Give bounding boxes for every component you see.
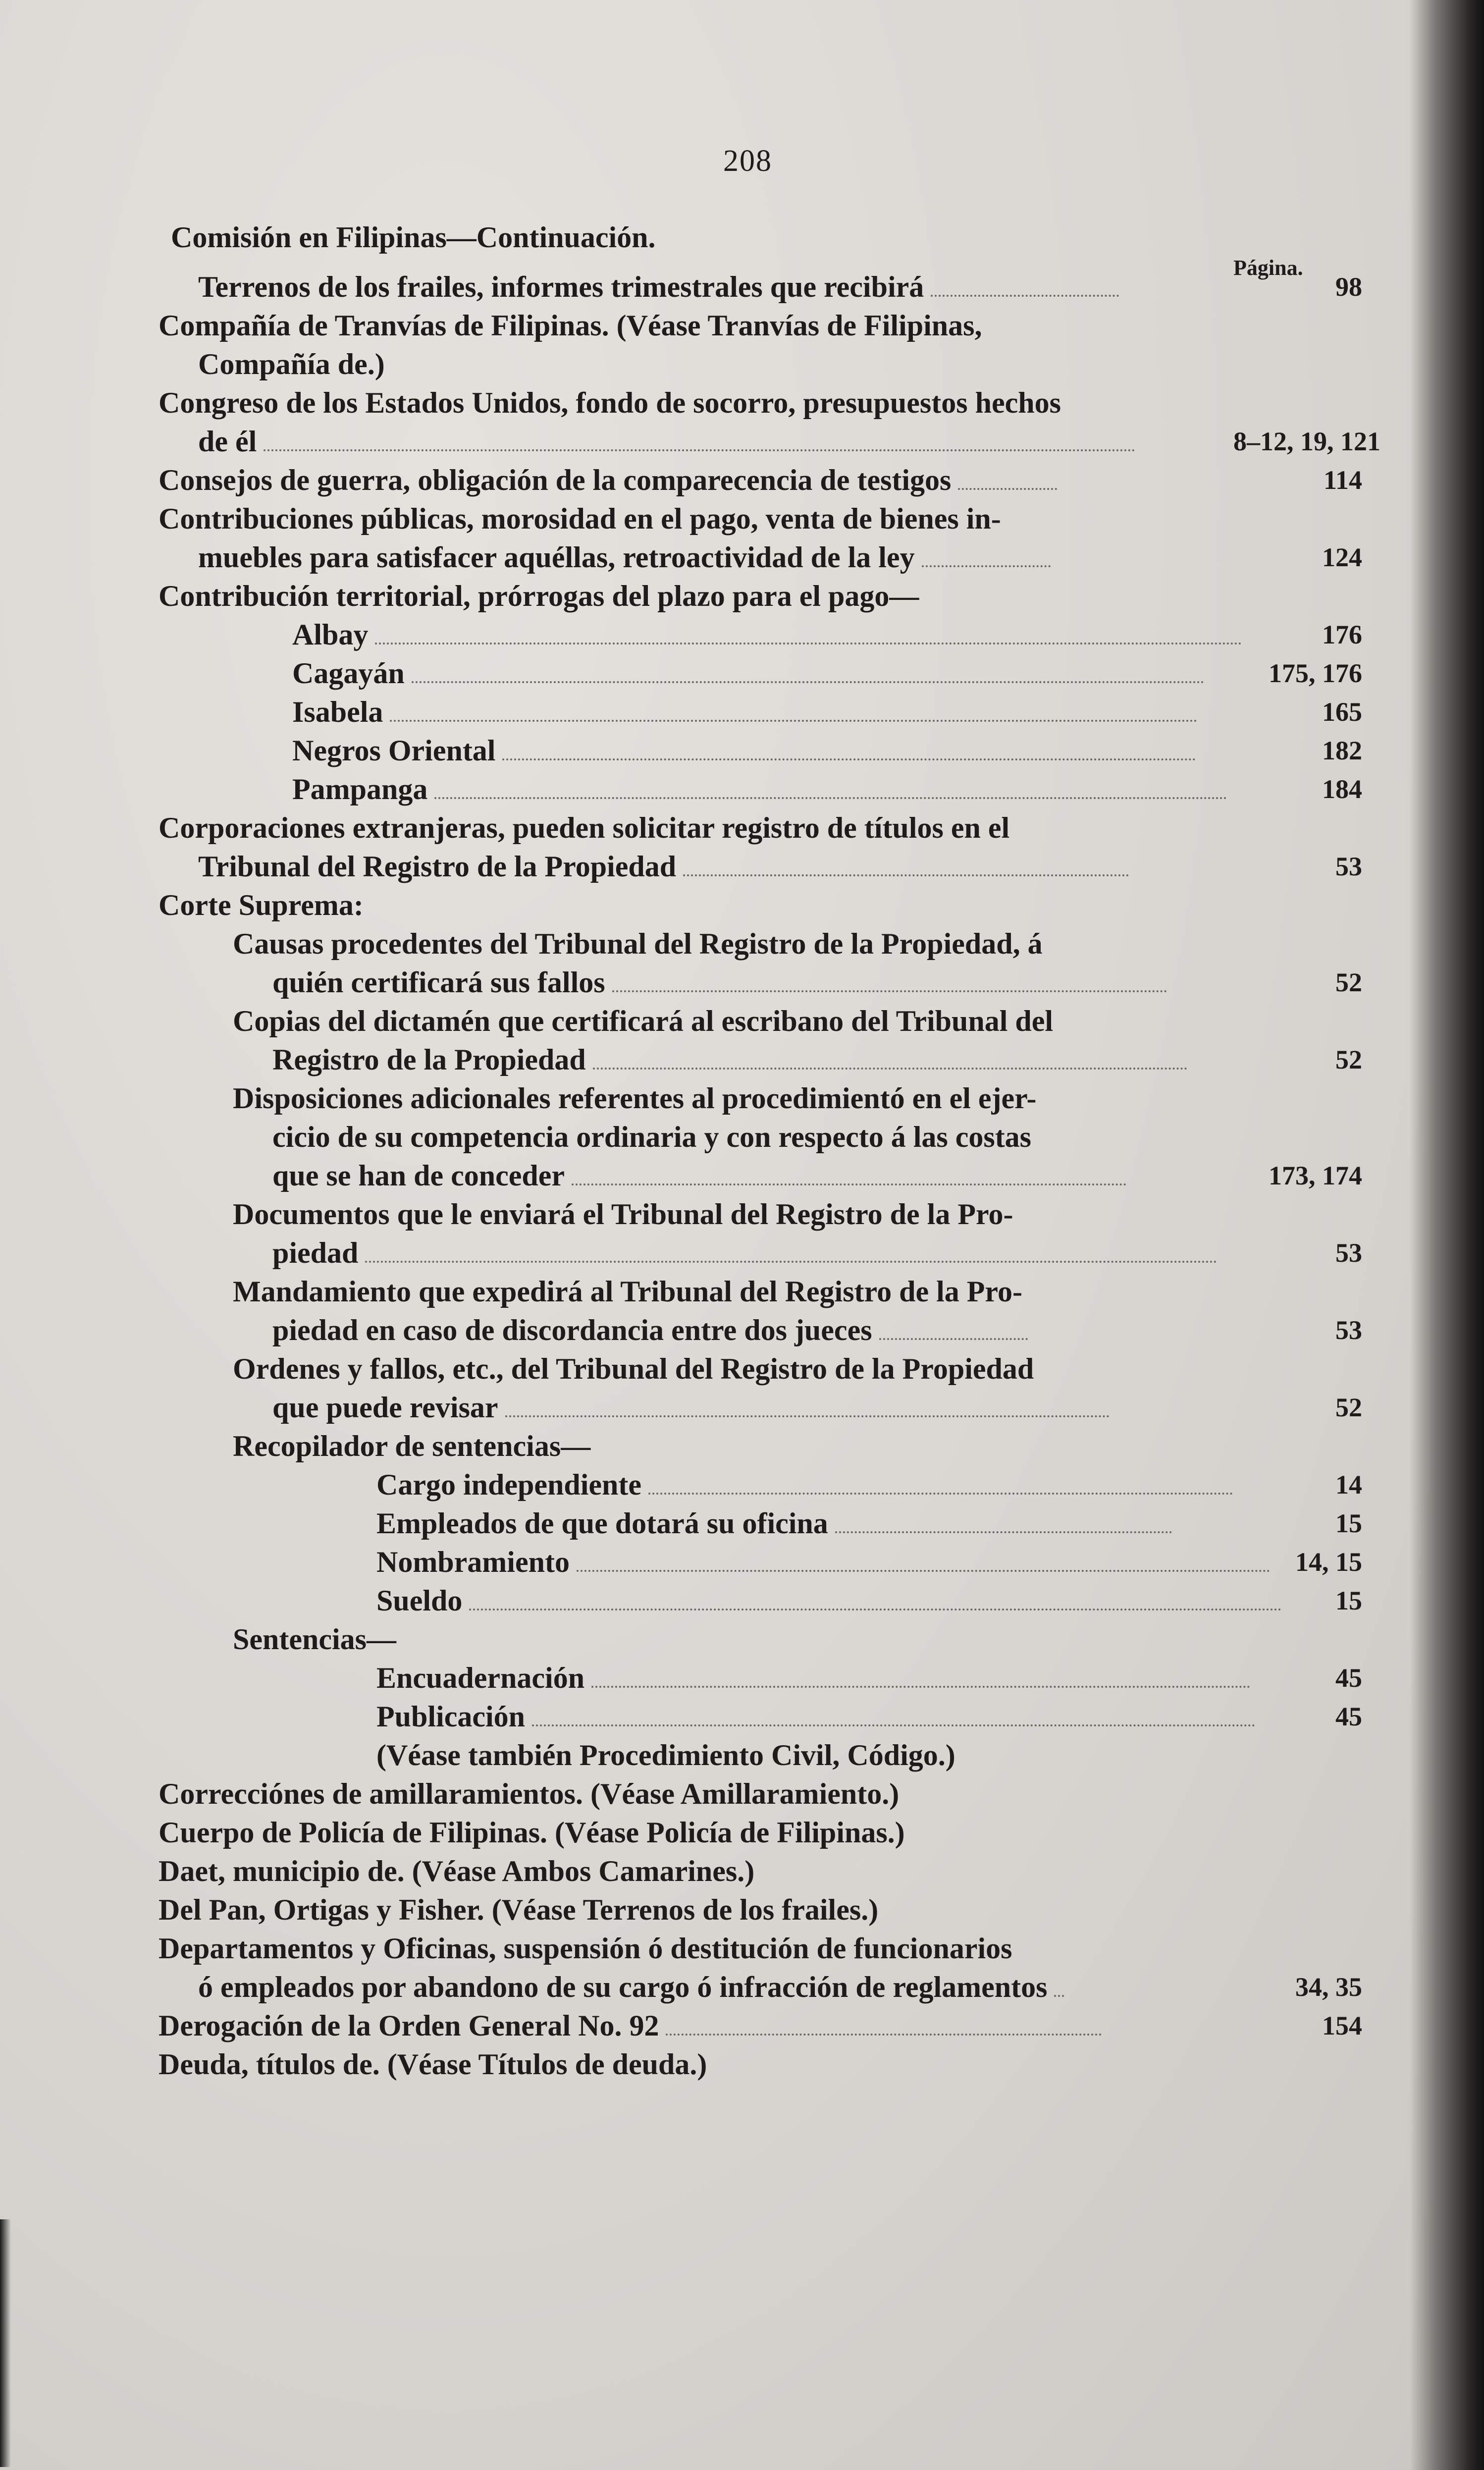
index-entry xyxy=(159,1736,1298,1774)
entry-text: Causas procedentes del Tribunal del Registro de la Propiedad, á xyxy=(233,927,1043,960)
entry-text: Nombramiento xyxy=(376,1546,570,1578)
index-entry xyxy=(159,1620,1298,1659)
page-reference: 53 xyxy=(1335,852,1362,881)
index-entry xyxy=(159,1504,1362,1543)
index-entry xyxy=(159,306,1298,383)
entry-text: Compañía de Tranvías de Filipinas. (Véase Tranvías de Filipinas, xyxy=(159,309,982,342)
page-reference: 175, 176 xyxy=(1269,658,1362,688)
index-entry xyxy=(159,2045,1298,2084)
entry-continuation: Registro de la Propiedad xyxy=(233,1040,1298,1079)
entry-text: Cargo independiente xyxy=(376,1468,642,1501)
dot-leader xyxy=(390,720,1197,722)
dot-leader xyxy=(572,1183,1126,1185)
entry-text: Pampanga xyxy=(292,773,428,805)
entry-continuation: quién certificará sus fallos xyxy=(233,963,1298,1002)
entry-text: Albay xyxy=(292,618,369,651)
entry-text: Copias del dictamén que certificará al escribano del Tribunal del xyxy=(233,1005,1054,1037)
dot-leader xyxy=(931,295,1119,297)
entry-text: Daet, municipio de. (Véase Ambos Camarines.) xyxy=(159,1855,755,1887)
entry-text: Contribuciones públicas, morosidad en el pago, venta de bienes in- xyxy=(159,502,1001,535)
page-reference: 34, 35 xyxy=(1295,1972,1362,2002)
entry-text: Empleados de que dotará su oficina xyxy=(376,1507,828,1540)
page-reference: 45 xyxy=(1335,1702,1362,1731)
index-entry xyxy=(159,499,1362,577)
index-entry xyxy=(159,731,1362,770)
page-column-label: Página. xyxy=(1233,256,1303,280)
entry-text: Isabela xyxy=(292,696,383,728)
dot-leader xyxy=(502,758,1196,760)
index-entry xyxy=(159,1890,1298,1929)
dot-leader xyxy=(505,1415,1110,1417)
page-reference: 154 xyxy=(1322,2011,1362,2040)
index-entry xyxy=(159,1195,1362,1272)
index-entry xyxy=(159,770,1362,808)
dot-leader xyxy=(648,1493,1233,1495)
dot-leader xyxy=(1054,1995,1064,1997)
index-entry xyxy=(159,1697,1362,1736)
index-entry xyxy=(159,1427,1298,1465)
entry-text: Negros Oriental xyxy=(292,734,496,767)
entry-text: Cuerpo de Policía de Filipinas. (Véase Policía de Filipinas.) xyxy=(159,1816,905,1849)
page-reference: 52 xyxy=(1335,967,1362,997)
page-reference: 15 xyxy=(1335,1586,1362,1615)
entry-text: Recopilador de sentencias— xyxy=(233,1430,591,1462)
index-entry xyxy=(159,1929,1362,2006)
section-heading: Comisión en Filipinas—Continuación. xyxy=(171,221,656,254)
page-edge-shadow-left xyxy=(0,2219,11,2467)
entry-continuation: que se han de conceder xyxy=(233,1156,1298,1195)
dot-leader xyxy=(264,449,1135,451)
entry-text: Terrenos de los frailes, informes trimestrales que recibirá xyxy=(198,270,924,303)
entry-text: Congreso de los Estados Unidos, fondo de socorro, presupuestos hechos xyxy=(159,386,1061,419)
dot-leader xyxy=(666,2034,1102,2036)
page-reference: 15 xyxy=(1335,1508,1362,1538)
entry-continuation: que puede revisar xyxy=(233,1388,1298,1427)
page-reference: 52 xyxy=(1335,1393,1362,1422)
entry-text: Mandamiento que expedirá al Tribunal del Registro de la Pro- xyxy=(233,1275,1022,1308)
page-reference: 184 xyxy=(1322,774,1362,804)
dot-leader xyxy=(683,874,1129,876)
index-entry xyxy=(159,654,1362,693)
index-entry xyxy=(159,577,1298,615)
entry-continuation: Tribunal del Registro de la Propiedad xyxy=(159,847,1298,886)
entry-continuation: Compañía de.) xyxy=(198,348,385,380)
index-entry xyxy=(159,383,1380,461)
index-entry xyxy=(159,693,1362,731)
entry-text: Derogación de la Orden General No. 92 xyxy=(159,2009,659,2042)
index-entry xyxy=(159,1659,1362,1697)
page-reference: 98 xyxy=(1335,272,1362,302)
index-entry xyxy=(159,461,1362,499)
entry-continuation: cicio de su competencia ordinaria y con respecto á las costas xyxy=(272,1121,1032,1153)
entry-text: Documentos que le enviará el Tribunal del Registro de la Pro- xyxy=(233,1198,1013,1231)
page-reference: 14 xyxy=(1335,1470,1362,1500)
dot-leader xyxy=(412,681,1204,683)
dot-leader xyxy=(591,1686,1250,1688)
entry-text: Del Pan, Ortigas y Fisher. (Véase Terrenos de los frailes.) xyxy=(159,1893,879,1926)
dot-leader xyxy=(577,1570,1270,1572)
index-entry xyxy=(159,1079,1362,1195)
index-entry xyxy=(159,1774,1298,1813)
index-entry xyxy=(159,1813,1298,1852)
index-entry xyxy=(159,1852,1298,1890)
dot-leader xyxy=(835,1531,1172,1533)
page-reference: 52 xyxy=(1335,1045,1362,1074)
page-reference: 53 xyxy=(1335,1238,1362,1268)
entry-text: Correcciónes de amillaramientos. (Véase Amillaramiento.) xyxy=(159,1777,900,1810)
entry-text: Ordenes y fallos, etc., del Tribunal del Registro de la Propiedad xyxy=(233,1352,1034,1385)
entry-text: Contribución territorial, prórrogas del plazo para el pago— xyxy=(159,580,919,612)
index-entry xyxy=(159,1272,1362,1349)
index-entry xyxy=(159,1465,1362,1504)
page-number: 208 xyxy=(723,144,772,178)
dot-leader xyxy=(469,1609,1281,1611)
index-entry xyxy=(159,1543,1362,1581)
page-reference: 114 xyxy=(1323,465,1362,495)
page-reference: 176 xyxy=(1322,620,1362,649)
page-reference: 182 xyxy=(1322,736,1362,765)
dot-leader xyxy=(532,1724,1255,1726)
entry-text: Encuadernación xyxy=(376,1662,585,1694)
entry-text: Corte Suprema: xyxy=(159,889,364,921)
dot-leader xyxy=(958,488,1057,490)
entry-text: Sueldo xyxy=(376,1584,463,1617)
entry-continuation: piedad en caso de discordancia entre dos jueces xyxy=(233,1311,1298,1349)
page-reference: 8–12, 19, 121 xyxy=(1233,427,1380,456)
dot-leader xyxy=(593,1068,1187,1070)
entry-continuation: piedad xyxy=(233,1234,1298,1272)
dot-leader xyxy=(879,1338,1028,1340)
page-reference: 45 xyxy=(1335,1663,1362,1693)
dot-leader xyxy=(365,1261,1217,1263)
index-entry xyxy=(159,808,1362,886)
page-reference: 124 xyxy=(1322,542,1362,572)
page-reference: 173, 174 xyxy=(1269,1161,1362,1190)
dot-leader xyxy=(922,565,1051,567)
entry-text: Sentencias— xyxy=(233,1623,396,1656)
entry-text: Cagayán xyxy=(292,657,405,690)
entry-continuation: ó empleados por abandono de su cargo ó infracción de reglamentos xyxy=(159,1968,1298,2006)
index-entry xyxy=(159,1581,1362,1620)
entry-text: Publicación xyxy=(376,1700,526,1733)
index-entry xyxy=(159,1002,1362,1079)
index-entry xyxy=(159,1349,1362,1427)
entry-text: Corporaciones extranjeras, pueden solicitar registro de títulos en el xyxy=(159,811,1010,844)
page-reference: 14, 15 xyxy=(1295,1547,1362,1577)
entry-text: Deuda, títulos de. (Véase Títulos de deuda.) xyxy=(159,2048,707,2081)
index-entry xyxy=(159,2006,1362,2045)
entry-text: Consejos de guerra, obligación de la comparecencia de testigos xyxy=(159,464,952,496)
entry-text: Departamentos y Oficinas, suspensión ó destitución de funcionarios xyxy=(159,1932,1012,1965)
page-edge-shadow xyxy=(1410,0,1484,2470)
entry-continuation: muebles para satisfacer aquéllas, retroactividad de la ley xyxy=(159,538,1298,577)
index-entry xyxy=(159,924,1362,1002)
entry-text: Disposiciones adicionales referentes al procedimientó en el ejer- xyxy=(233,1082,1037,1115)
page-reference: 165 xyxy=(1322,697,1362,727)
index-entry xyxy=(159,886,1298,924)
entry-text: (Véase también Procedimiento Civil, Código.) xyxy=(376,1739,955,1772)
entry-continuation: de él xyxy=(159,422,1298,461)
index-entry xyxy=(159,615,1362,654)
dot-leader xyxy=(612,990,1167,992)
dot-leader xyxy=(375,643,1242,644)
dot-leader xyxy=(434,797,1227,799)
page-reference: 53 xyxy=(1335,1315,1362,1345)
